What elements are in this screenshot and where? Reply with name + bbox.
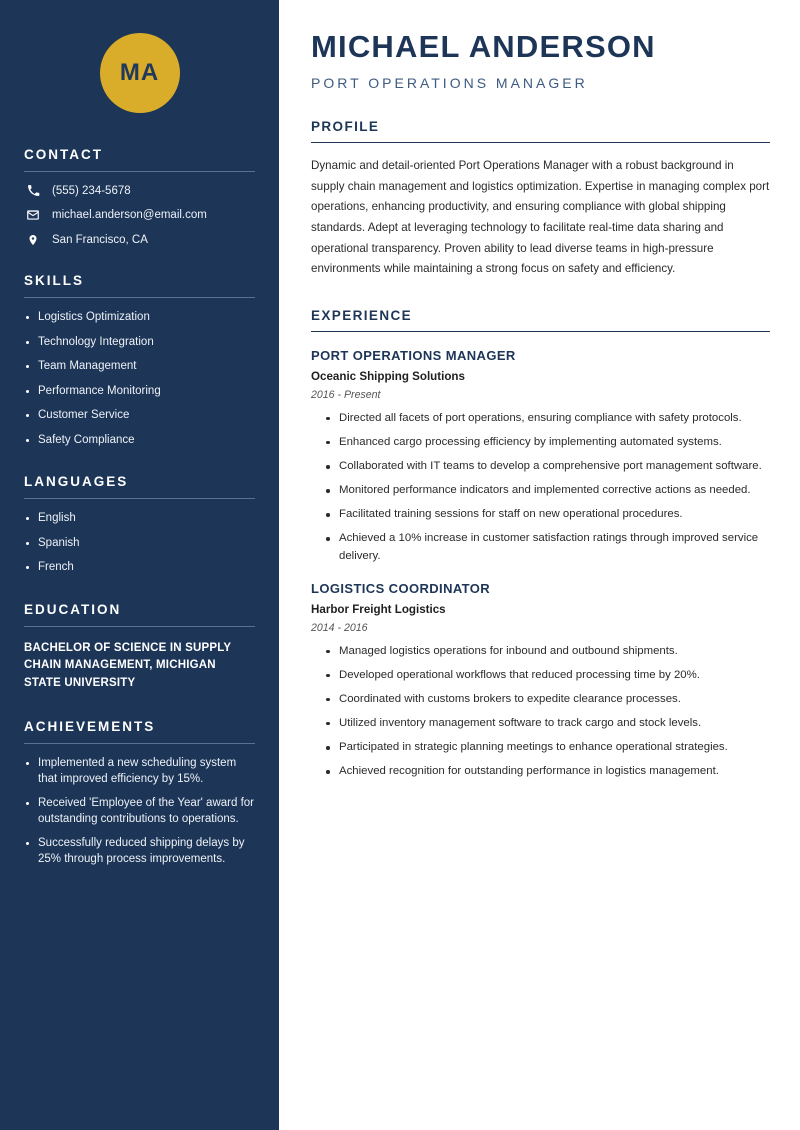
list-item: Logistics Optimization xyxy=(24,310,255,326)
languages-list xyxy=(24,511,255,576)
contact-item-email[interactable] xyxy=(24,208,255,222)
contact-list xyxy=(24,184,255,247)
list-item: English xyxy=(24,511,255,527)
avatar-container xyxy=(24,0,255,147)
languages-section xyxy=(24,474,255,576)
job-role-subtitle: PORT OPERATIONS MANAGER xyxy=(311,75,588,92)
education-heading: EDUCATION xyxy=(24,602,255,627)
skills-heading: SKILLS xyxy=(24,273,255,298)
list-item: Spanish xyxy=(24,536,255,552)
contact-item-location[interactable] xyxy=(24,233,255,247)
list-item: Performance Monitoring xyxy=(24,384,255,400)
list-item: Directed all facets of port operations, ensuring compliance with safety protocols. xyxy=(325,410,770,427)
location-pin-icon xyxy=(24,233,42,247)
list-item: Coordinated with customs brokers to expedite clearance processes. xyxy=(325,691,770,708)
list-item: Achieved a 10% increase in customer satisfaction ratings through improved service delivery. xyxy=(325,530,770,564)
job-company: Oceanic Shipping Solutions xyxy=(311,369,465,383)
achievements-list xyxy=(24,756,255,867)
list-item: Achieved recognition for outstanding performance in logistics management. xyxy=(325,763,770,780)
list-item: Facilitated training sessions for staff on new operational procedures. xyxy=(325,506,770,523)
contact-email-text: michael.anderson@email.com xyxy=(52,209,207,221)
list-item: Team Management xyxy=(24,359,255,375)
profile-text: Dynamic and detail-oriented Port Operations Manager with a robust background in supply chain management and logistics optimization. Expertise in managing complex port operations, enhancing productivity, and ensuring compliance with global shipping standards. Adept at leveraging technology to facilitate real-time data sharing and operational transparency. Proven ability to lead diverse teams in high-pressure environments while maintaining a strong focus on safety and efficiency. xyxy=(311,159,770,276)
profile-heading: PROFILE xyxy=(311,119,770,143)
list-item: Customer Service xyxy=(24,408,255,424)
contact-item-phone[interactable] xyxy=(24,184,255,197)
experience-heading: EXPERIENCE xyxy=(311,308,770,332)
job-dates: 2014 - 2016 xyxy=(311,621,368,634)
main-content xyxy=(279,0,800,1130)
education-degree: BACHELOR OF SCIENCE IN SUPPLY CHAIN MANAGEMENT, MICHIGAN STATE UNIVERSITY xyxy=(24,641,232,690)
list-item: Enhanced cargo processing efficiency by implementing automated systems. xyxy=(325,434,770,451)
list-item: Collaborated with IT teams to develop a comprehensive port management software. xyxy=(325,458,770,475)
job-company: Harbor Freight Logistics xyxy=(311,602,446,616)
list-item: Participated in strategic planning meetings to enhance operational strategies. xyxy=(325,739,770,756)
experience-entry xyxy=(311,348,770,565)
page-title: MICHAEL ANDERSON xyxy=(311,29,656,64)
skills-section xyxy=(24,273,255,448)
achievements-heading: ACHIEVEMENTS xyxy=(24,719,255,744)
list-item: Safety Compliance xyxy=(24,433,255,449)
contact-phone-text: (555) 234-5678 xyxy=(52,184,131,197)
contact-heading: CONTACT xyxy=(24,147,255,172)
job-bullet-list xyxy=(311,643,770,781)
education-section xyxy=(24,602,255,693)
phone-icon xyxy=(24,184,42,197)
list-item: Implemented a new scheduling system that improved efficiency by 15%. xyxy=(24,756,255,787)
list-item: Developed operational workflows that reduced processing time by 20%. xyxy=(325,667,770,684)
list-item: Monitored performance indicators and implemented corrective actions as needed. xyxy=(325,482,770,499)
languages-heading: LANGUAGES xyxy=(24,474,255,499)
job-title: PORT OPERATIONS MANAGER xyxy=(311,347,516,363)
contact-section xyxy=(24,147,255,247)
list-item: French xyxy=(24,560,255,576)
sidebar xyxy=(0,0,279,1130)
avatar: MA xyxy=(100,33,180,113)
contact-location-text: San Francisco, CA xyxy=(52,234,148,246)
skills-list xyxy=(24,310,255,448)
list-item: Utilized inventory management software to track cargo and stock levels. xyxy=(325,715,770,732)
experience-entry xyxy=(311,581,770,781)
job-bullet-list xyxy=(311,410,770,565)
list-item: Successfully reduced shipping delays by 25% through process improvements. xyxy=(24,836,255,867)
list-item: Technology Integration xyxy=(24,335,255,351)
job-title: LOGISTICS COORDINATOR xyxy=(311,580,491,596)
envelope-icon xyxy=(24,208,42,222)
job-dates: 2016 - Present xyxy=(311,388,381,401)
list-item: Managed logistics operations for inbound and outbound shipments. xyxy=(325,643,770,660)
list-item: Received 'Employee of the Year' award for outstanding contributions to operations. xyxy=(24,796,255,827)
achievements-section xyxy=(24,719,255,867)
